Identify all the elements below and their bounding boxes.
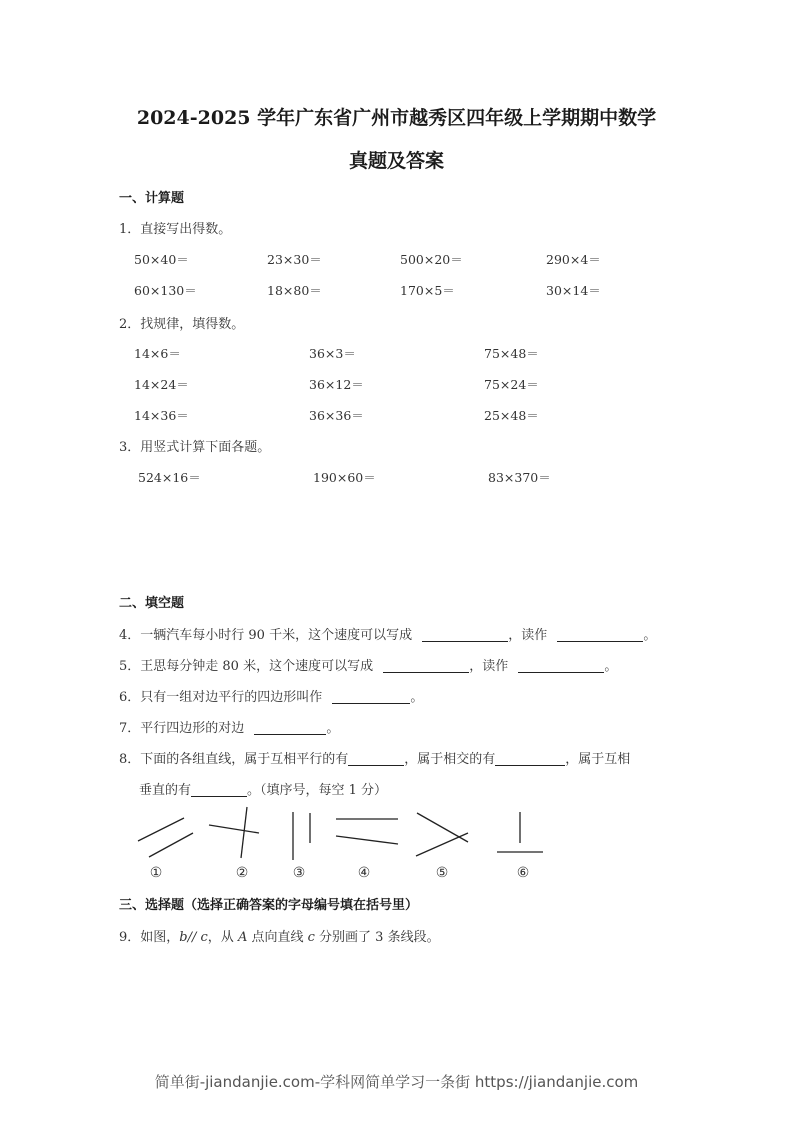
expression: 60×130＝ bbox=[134, 283, 197, 298]
period: 。 bbox=[326, 721, 340, 736]
question-8-perpendicular: ，属于互相 bbox=[565, 752, 631, 767]
figure-label-2: ② bbox=[235, 865, 249, 881]
line-c: c bbox=[307, 930, 315, 945]
expression: 23×30＝ bbox=[267, 252, 322, 267]
question-9-text: ，从 bbox=[207, 930, 234, 945]
expression: 36×12＝ bbox=[309, 377, 364, 392]
question-4-text: 4．一辆汽车每小时行 90 千米，这个速度可以写成 bbox=[119, 628, 413, 643]
figure-label-3: ③ bbox=[292, 865, 306, 881]
question-8-perpendicular-text: 垂直的有 bbox=[139, 783, 192, 798]
question-8-intersect: ，属于相交的有 bbox=[404, 752, 496, 767]
period: 。 bbox=[410, 690, 424, 705]
question-9 bbox=[119, 926, 440, 945]
expression: 14×36＝ bbox=[134, 408, 189, 423]
point-a: A bbox=[237, 930, 248, 945]
expression: 500×20＝ bbox=[400, 252, 463, 267]
question-5-text: 5．王思每分钟走 80 米，这个速度可以写成 bbox=[119, 659, 374, 674]
expression: 36×36＝ bbox=[309, 408, 364, 423]
question-2-prompt: 2．找规律，填得数。 bbox=[119, 317, 245, 332]
expression: 75×24＝ bbox=[484, 377, 539, 392]
figure-label-4: ④ bbox=[357, 865, 371, 881]
section-heading-calculation: 一、计算题 bbox=[119, 191, 185, 206]
figure-label-6: ⑥ bbox=[516, 865, 530, 881]
section-heading-fill-blank: 二、填空题 bbox=[119, 596, 185, 611]
expression: 14×6＝ bbox=[134, 346, 181, 361]
question-7-text: 7．平行四边形的对边 bbox=[119, 721, 245, 736]
period: 。 bbox=[604, 659, 618, 674]
expression: 75×48＝ bbox=[484, 346, 539, 361]
question-8-text: 8．下面的各组直线，属于互相平行的有 bbox=[119, 752, 349, 767]
question-8-note: 。（填序号，每空 1 分） bbox=[247, 783, 388, 798]
question-9-prefix: 9．如图， bbox=[119, 930, 180, 945]
question-3-prompt: 3．用竖式计算下面各题。 bbox=[119, 440, 271, 455]
parallel-notation: b// c bbox=[179, 930, 208, 945]
expression: 83×370＝ bbox=[488, 470, 551, 485]
period: 。 bbox=[643, 628, 657, 643]
footer-watermark: 简单街-jiandanjie.com-学科网简单学习一条街 https://jiandanjie.com bbox=[154, 1073, 639, 1091]
figure-label-1: ① bbox=[149, 865, 163, 881]
expression: 524×16＝ bbox=[138, 470, 201, 485]
expression: 36×3＝ bbox=[309, 346, 356, 361]
expression: 18×80＝ bbox=[267, 283, 322, 298]
document-title-line2: 真题及答案 bbox=[348, 150, 444, 172]
expression: 30×14＝ bbox=[546, 283, 601, 298]
question-6-text: 6．只有一组对边平行的四边形叫作 bbox=[119, 690, 323, 705]
question-4-read: ，读作 bbox=[508, 628, 548, 643]
question-9-text: 分别画了 3 条线段。 bbox=[319, 930, 440, 945]
expression: 14×24＝ bbox=[134, 377, 189, 392]
expression: 190×60＝ bbox=[313, 470, 376, 485]
question-1-prompt: 1．直接写出得数。 bbox=[119, 222, 232, 237]
document-title-line1: 2024-2025 学年广东省广州市越秀区四年级上学期期中数学 bbox=[136, 107, 657, 129]
expression: 170×5＝ bbox=[400, 283, 455, 298]
question-5-read: ，读作 bbox=[469, 659, 509, 674]
expression: 290×4＝ bbox=[546, 252, 601, 267]
expression: 50×40＝ bbox=[134, 252, 189, 267]
figure-label-5: ⑤ bbox=[435, 865, 449, 881]
expression: 25×48＝ bbox=[484, 408, 539, 423]
section-heading-multiple-choice: 三、选择题（选择正确答案的字母编号填在括号里） bbox=[119, 898, 419, 913]
question-9-text: 点向直线 bbox=[251, 930, 304, 945]
